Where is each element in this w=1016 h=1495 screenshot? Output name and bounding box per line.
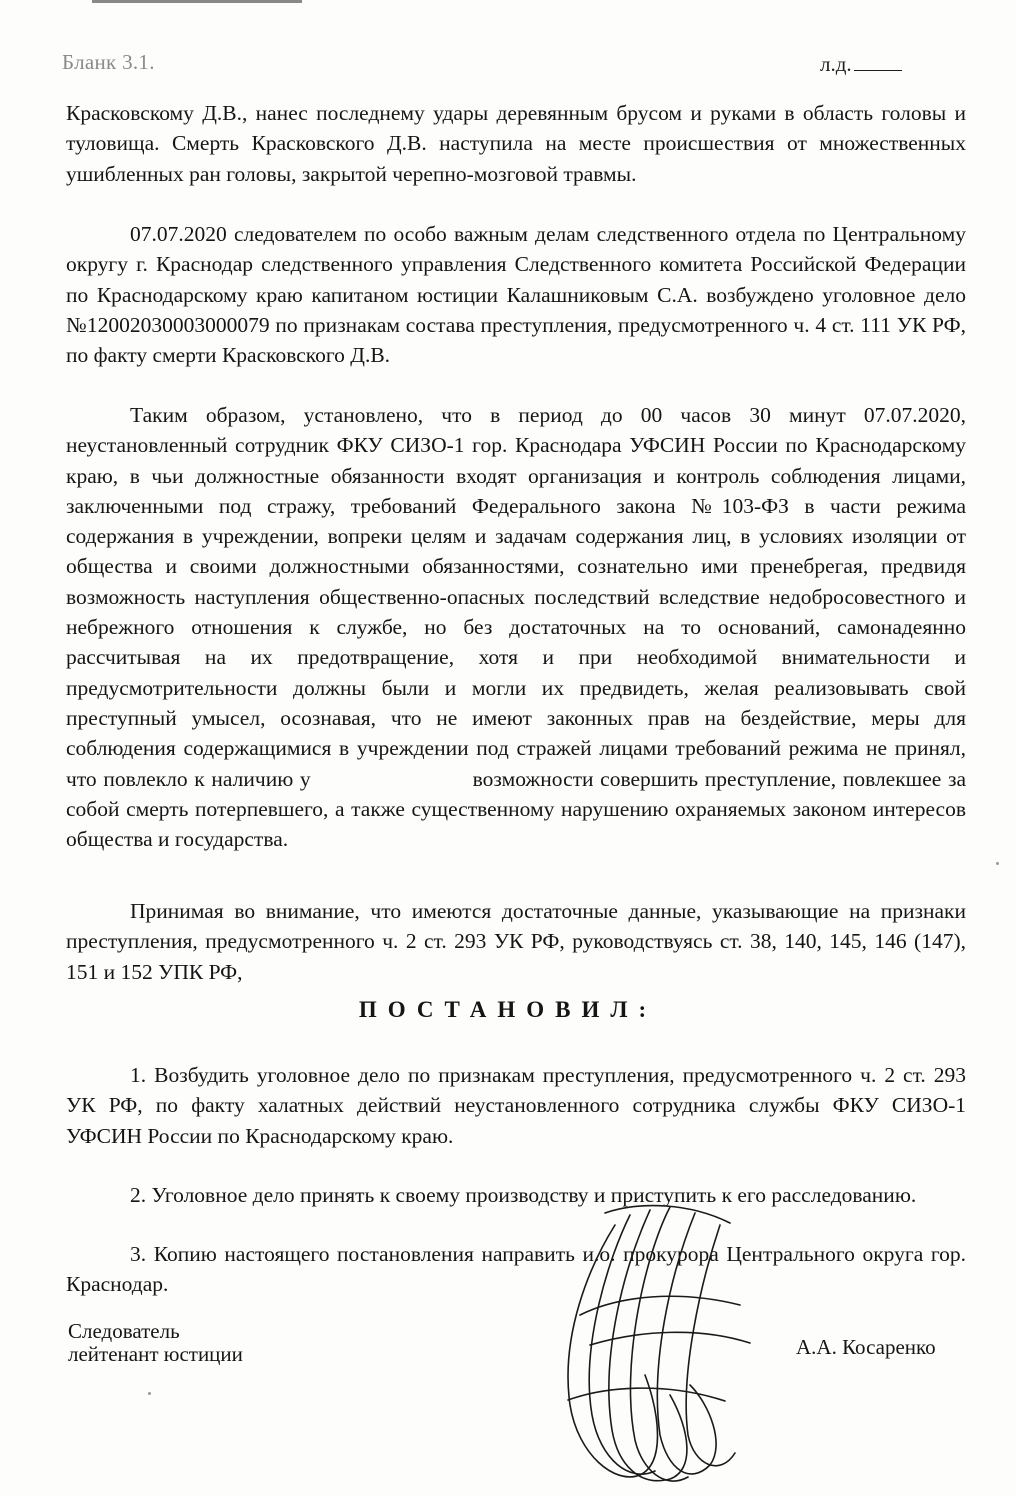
paragraph-case-initiated: 07.07.2020 следователем по особо важным делам следственного отдела по Центральному округу г. Краснодар следственного управления Следственного комитета Российской Федерации по Краснодарскому краю капитаном юстиции Калашниковым С.А. возбуждено уголовное дело №12002030003000079 по признакам состава преступления, предусмотренного ч. 4 ст. 111 УК РФ, по факту смерти Красковского Д.В. — [66, 222, 966, 368]
scan-edge-mark — [92, 0, 302, 3]
case-file-label: л.д. — [820, 52, 852, 76]
paragraph-findings — [66, 400, 966, 854]
paragraph-incident-description: Красковскому Д.В., нанес последнему удары деревянным брусом и руками в область головы и туловища. Смерть Красковского Д.В. наступила на месте происшествия от множественных ушибленных ран головы, закрытой черепно-мозговой травмы. — [66, 101, 966, 186]
decision-item-2: 2. Уголовное дело принять к своему производству и приступить к его расследованию. — [130, 1183, 917, 1207]
case-file-reference — [820, 52, 902, 77]
scan-speck — [148, 1392, 151, 1395]
decision-item-3: 3. Копию настоящего постановления направить и.о. прокурора Центрального округа гор. Краснодар. — [66, 1242, 966, 1297]
signer-position-line1: Следователь — [68, 1319, 180, 1343]
signer-name: А.А. Косаренко — [796, 1335, 936, 1359]
decision-heading: ПОСТАНОВИЛ: — [358, 997, 658, 1022]
case-file-blank-line — [854, 52, 902, 71]
signer-position — [68, 1320, 243, 1366]
handwritten-signature — [520, 1195, 790, 1495]
paragraph-legal-basis: Принимая во внимание, что имеются достаточные данные, указывающие на признаки преступления, предусмотренного ч. 2 ст. 293 УК РФ, руководствуясь ст. 38, 140, 145, 146 (147), 151 и 152 УПК РФ, — [66, 899, 966, 984]
paragraph-findings-continuation: возможности совершить преступление, повлекшее за собой смерть потерпевшего, а также существенному нарушению охраняемых законом интересов общества и государства. — [66, 766, 966, 852]
scan-speck — [996, 862, 999, 865]
form-label: Бланк 3.1. — [62, 50, 155, 74]
signer-position-line2: лейтенант юстиции — [68, 1342, 243, 1366]
paragraph-findings-text: Таким образом, установлено, что в период до 00 часов 30 минут 07.07.2020, неустановленный сотрудник ФКУ СИЗО-1 гор. Краснодара УФСИН России по Краснодарскому краю, в чьи должностные обязанности входят организация и контроль соблюдения лицами, заключенными под стражу, требований Федерального закона №103-ФЗ в части режима содержания в учреждении, вопреки целям и задачам содержания лиц, в условиях изоляции от общества и своими должностными обязанностями, сознательно ими пренебрегая, предвидя возможность наступления общественно-опасных последствий вследствие недобросовестного и небрежного отношения к службе, но без достаточных на то оснований, самонадеянно рассчитывая на их предотвращение, хотя и при необходимой внимательности и предусмотрительности должны были и могли их предвидеть, желая реализовывать свой преступный умысел, осознавая, что не имеют законных прав на бездействие, меры для соблюдения содержащимися в учреждении под стражей лицами требований режима не принял, что повлекло к наличию у — [66, 403, 966, 791]
decision-item-1: 1. Возбудить уголовное дело по признакам преступления, предусмотренного ч. 2 ст. 293 УК РФ, по факту халатных действий неустановленного сотрудника службы ФКУ СИЗО-1 УФСИН России по Краснодарскому краю. — [66, 1063, 966, 1148]
